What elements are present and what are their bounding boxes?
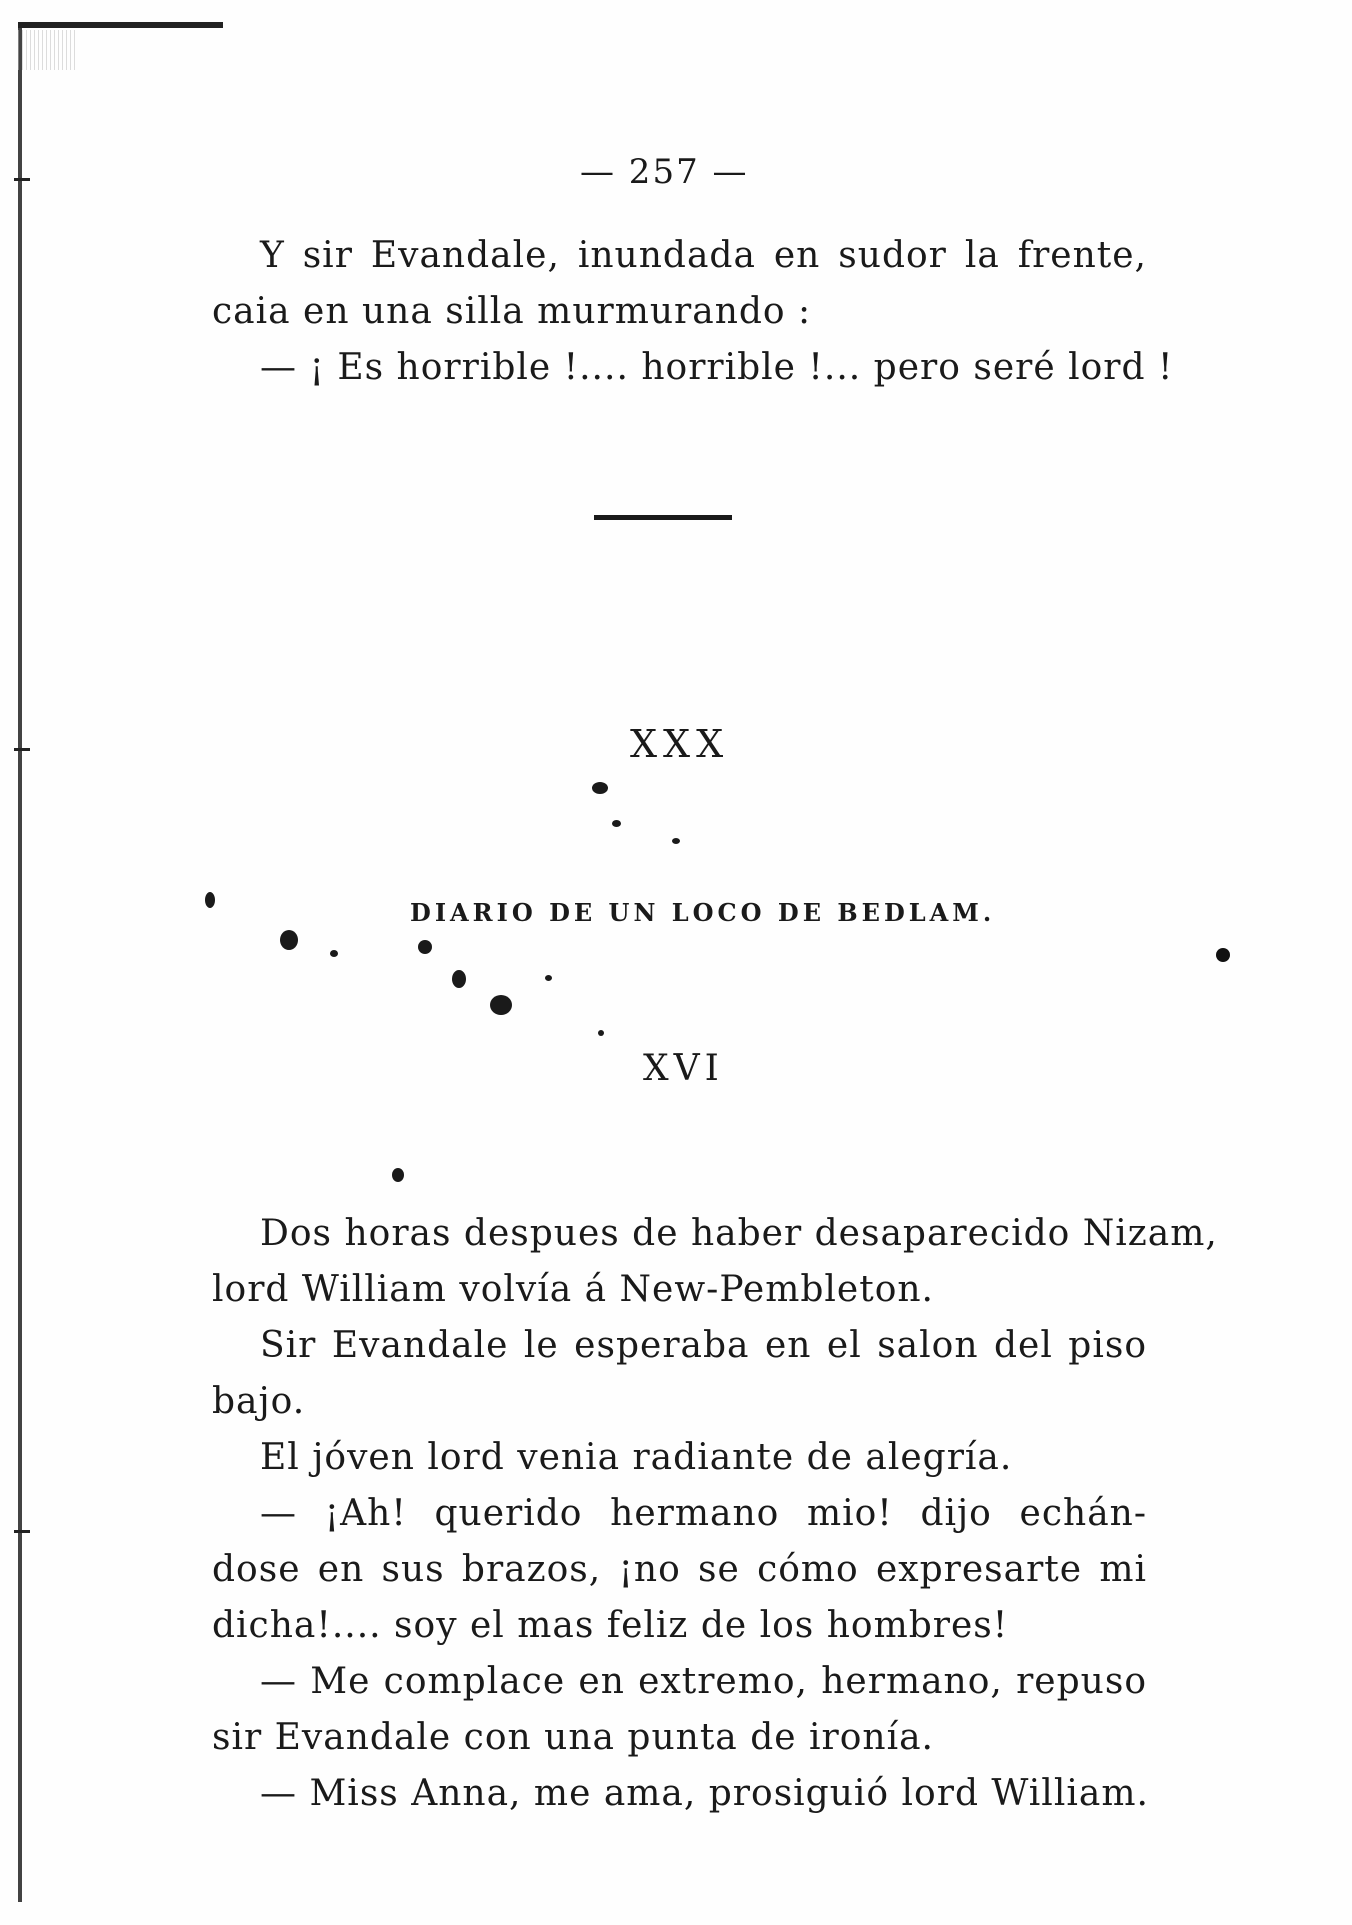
ink-stain	[598, 1030, 604, 1036]
ink-stain	[592, 782, 608, 794]
binding-mark	[14, 178, 30, 181]
text-line: Sir Evandale le esperaba en el salon del piso	[260, 1325, 1147, 1366]
ink-stain	[490, 995, 512, 1015]
body-text	[212, 1206, 1218, 1822]
text-line: sir Evandale con una punta de ironía.	[212, 1717, 935, 1758]
chapter-number: XXX	[630, 722, 730, 766]
text-line: dicha!.... soy el mas feliz de los hombres!	[212, 1605, 1009, 1646]
chapter-title: DIARIO DE UN LOCO DE BEDLAM.	[410, 898, 996, 927]
text-line: — Miss Anna, me ama, prosiguió lord William.	[260, 1773, 1149, 1814]
binding-mark	[14, 748, 30, 751]
ink-stain	[280, 930, 298, 950]
text-line: El jóven lord venia radiante de alegría.	[260, 1437, 1013, 1478]
text-line: caia en una silla murmurando :	[212, 291, 812, 332]
page-number: — 257 —	[580, 152, 749, 192]
binding-edge	[18, 22, 30, 1902]
ink-stain	[205, 892, 215, 908]
text-line: Dos horas despues de haber desaparecido Nizam,	[260, 1213, 1218, 1254]
section-divider	[594, 515, 732, 520]
ink-stain	[330, 950, 338, 957]
ink-dot	[1216, 948, 1230, 962]
top-paragraph	[212, 228, 1174, 396]
binding-top-edge	[18, 22, 223, 28]
binding-mark	[14, 1530, 30, 1533]
ink-stain	[612, 820, 621, 827]
ink-stain	[452, 970, 466, 988]
text-line: dose en sus brazos, ¡no se cómo expresarte mi	[212, 1549, 1147, 1590]
text-line: — ¡ Es horrible !.... horrible !... pero seré lord !	[260, 347, 1174, 388]
text-line: bajo.	[212, 1381, 306, 1422]
paper-texture	[18, 30, 78, 70]
text-line: — Me complace en extremo, hermano, repuso	[260, 1661, 1147, 1702]
subchapter-number: XVI	[643, 1048, 724, 1089]
text-line: lord William volvía á New-Pembleton.	[212, 1269, 935, 1310]
ink-stain	[545, 975, 552, 981]
text-line: — ¡Ah! querido hermano mio! dijo echán-	[260, 1493, 1147, 1534]
ink-stain	[672, 838, 680, 844]
ink-stain	[392, 1168, 404, 1182]
text-line: Y sir Evandale, inundada en sudor la frente,	[260, 235, 1147, 276]
ink-stain	[418, 940, 432, 954]
